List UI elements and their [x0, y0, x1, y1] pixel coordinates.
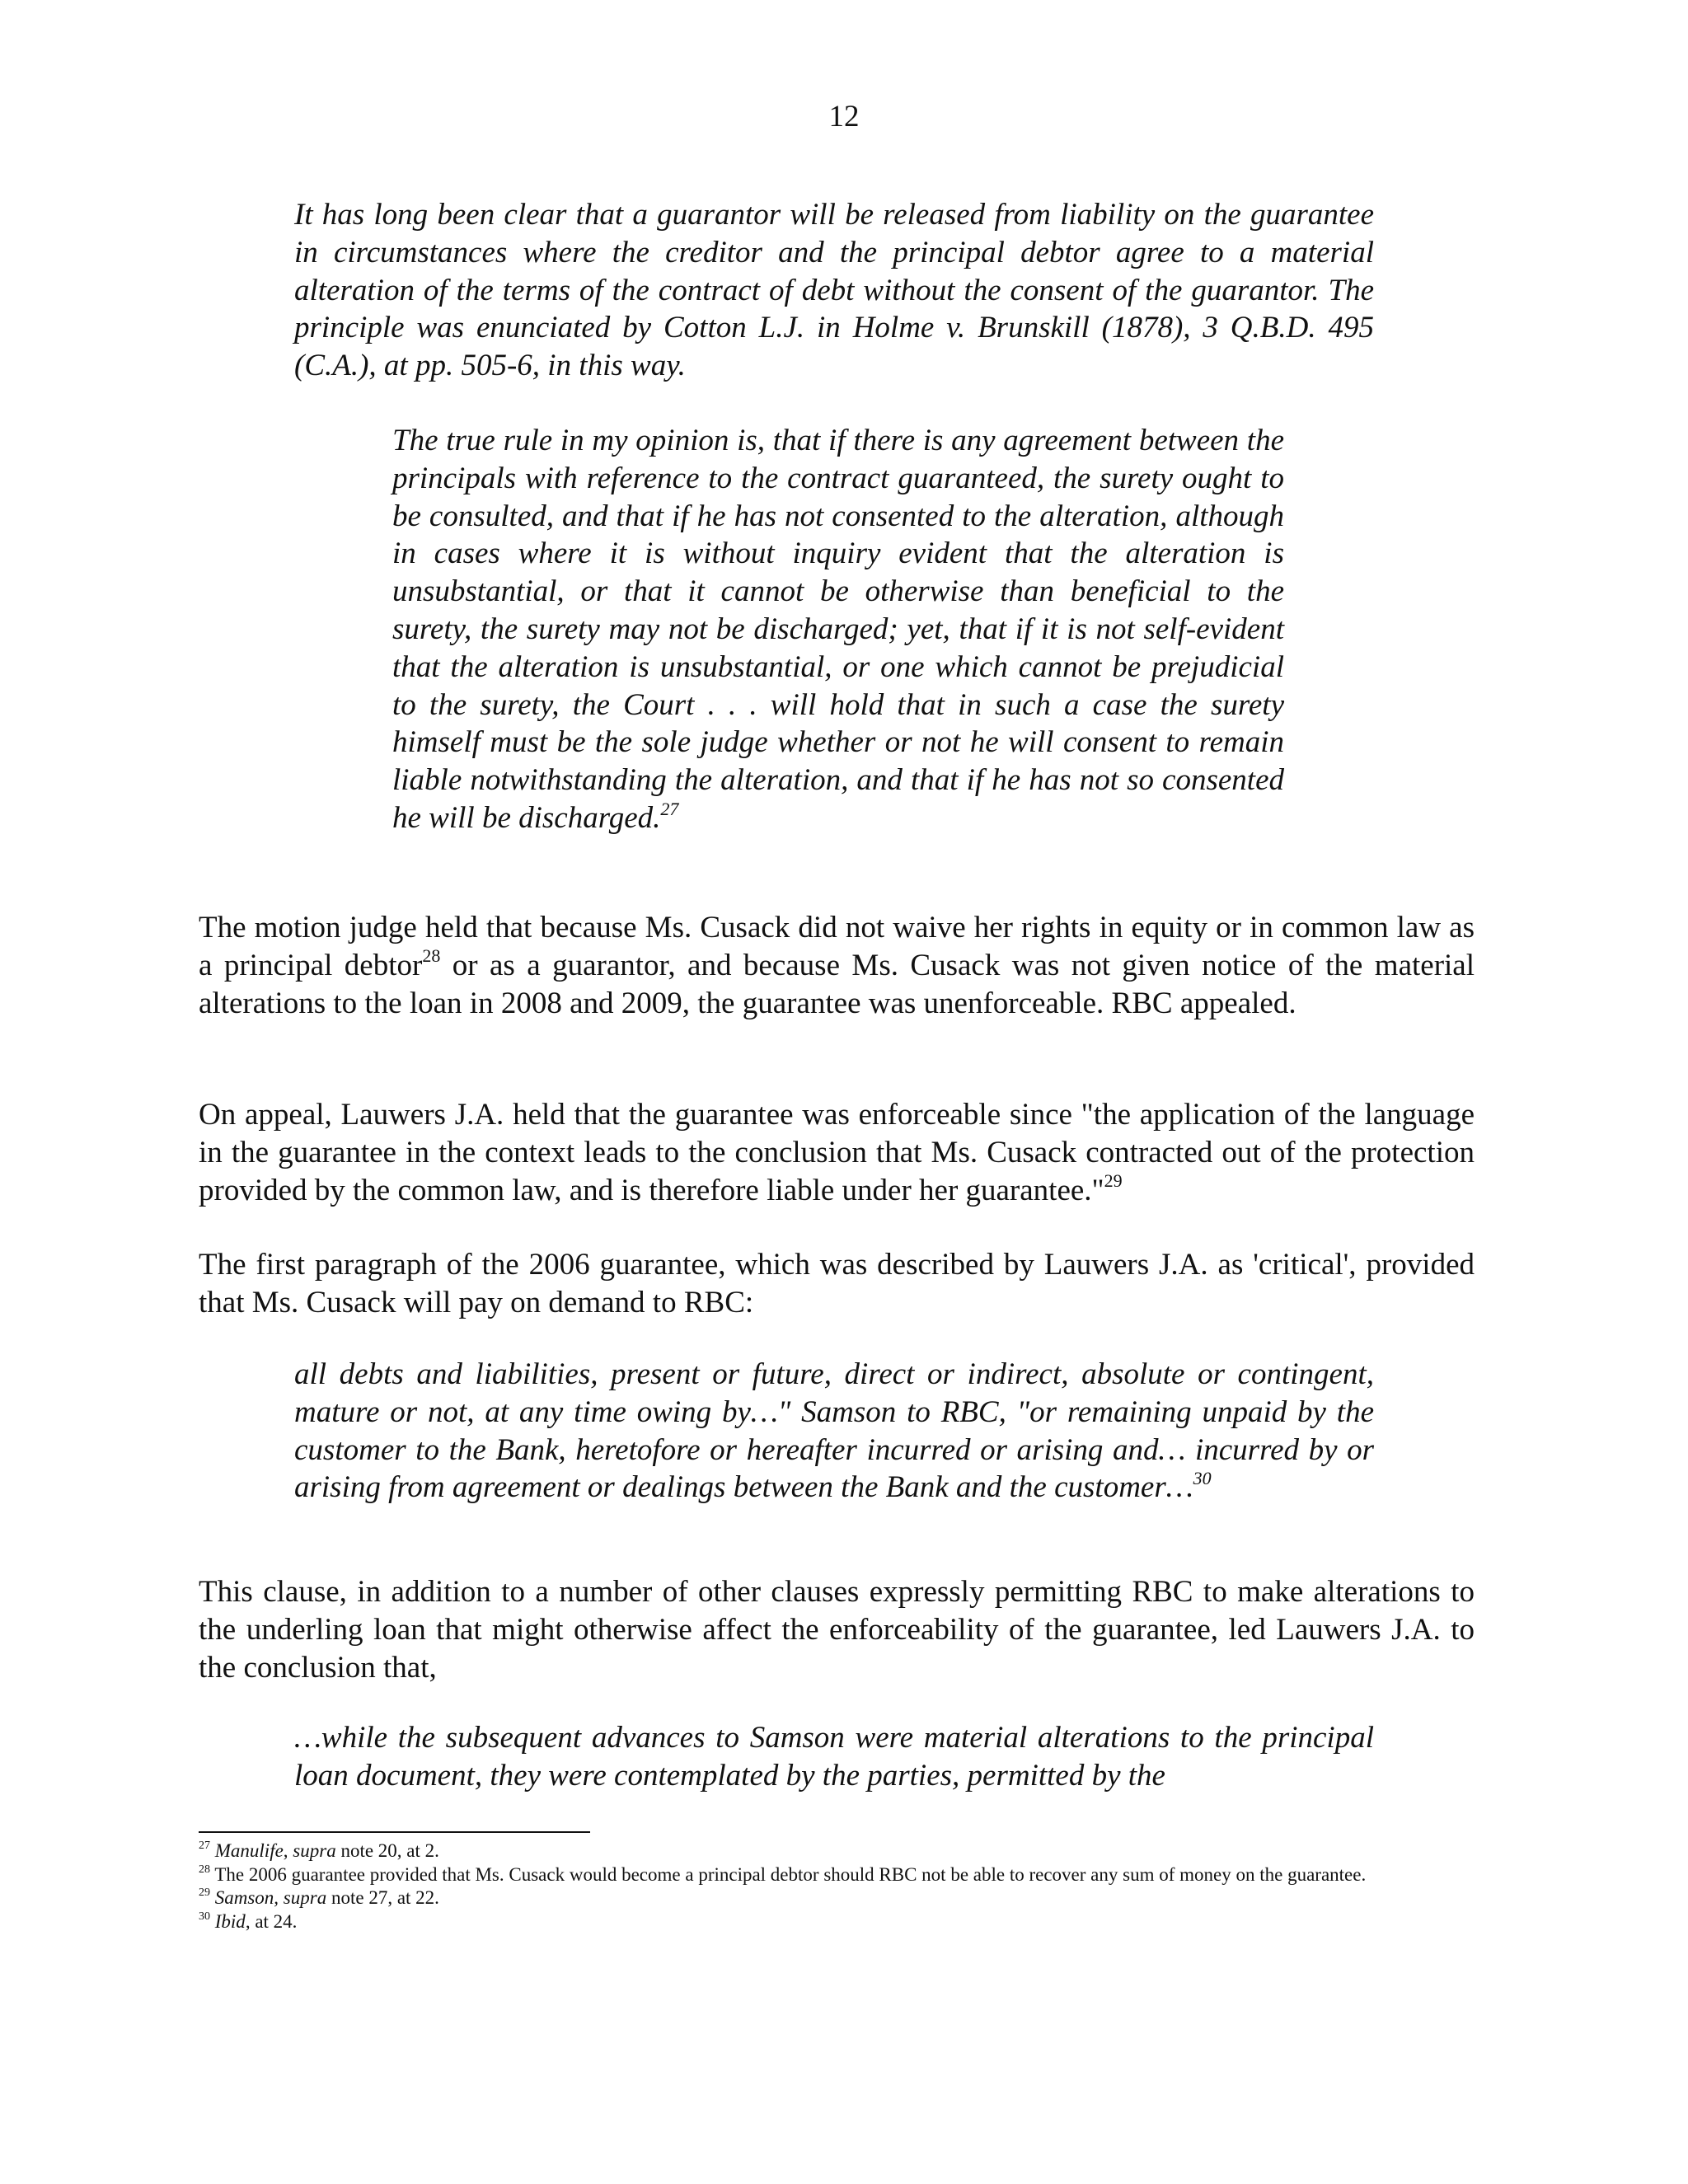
page-number: 12 [828, 100, 860, 134]
footnote-separator-text: , [283, 1840, 293, 1861]
footnote-text: note 27, at 22. [326, 1887, 439, 1908]
footnote-27 [199, 1840, 1485, 1863]
footnote-number: 27 [199, 1840, 210, 1853]
footnote-29 [199, 1886, 1485, 1910]
footnote-number: 28 [199, 1863, 210, 1876]
quote-4-text: …while the subsequent advances to Samson were material alterations to the principal loan document, they were contemplated by the parties, permitted by the [294, 1721, 1374, 1793]
footnote-number: 30 [199, 1910, 210, 1923]
footnote-citation: Manulife [214, 1840, 284, 1861]
footnotes [199, 1840, 1485, 1933]
quote-1-text: It has long been clear that a guarantor will be released from liability on the guarantee in circumstances where the creditor and the principal debtor agree to a material alteration of the terms of the contract of debt without the consent of the guarantor. The principle was enunciated by Cotton L.J. in Holme v. Brunskill (1878), 3 Q.B.D. 495 (C.A.), at pp. 505-6, in this way. [294, 198, 1374, 383]
block-quote-2 [392, 422, 1284, 837]
footnote-ref-27[interactable]: 27 [660, 798, 679, 819]
footnote-separator [199, 1831, 590, 1833]
footnote-30 [199, 1910, 1485, 1934]
footnote-number: 29 [199, 1886, 210, 1900]
footnote-ref-30[interactable]: 30 [1193, 1468, 1212, 1489]
paragraph-4-text: This clause, in addition to a number of other clauses expressly permitting RBC to make alterations to the underling loan that might otherwise affect the enforceability of the guarantee, led Lauwers J.A. to the conclusion that, [199, 1575, 1475, 1685]
paragraph-1-text-b: or as a guarantor, and because Ms. Cusack was not given notice of the material alterations to the loan in 2008 and 2009, the guarantee was unenforceable. RBC appealed. [199, 948, 1475, 1020]
footnote-ref-28[interactable]: 28 [422, 945, 441, 967]
paragraph-this-clause [199, 1573, 1475, 1686]
paragraph-1-text-a: The motion judge held that because Ms. Cusack did not waive her rights in equity or in common law as a principal debtor [199, 911, 1475, 982]
quote-3-text: all debts and liabilities, present or future, direct or indirect, absolute or contingent, mature or not, at any time owing by…" Samson to RBC, "or remaining unpaid by the customer to the Bank, heretofore or hereafter incurred or arising and… incurred by or arising from agreement or dealings between the Bank and the customer… [294, 1357, 1374, 1505]
quote-2-text: The true rule in my opinion is, that if there is any agreement between the principals with reference to the contract guaranteed, the surety ought to be consulted, and that if he has not consented to the alteration, although in cases where it is without inquiry evident that the alteration is unsubstantial, or that it cannot be otherwise than beneficial to the surety, the surety may not be discharged; yet, that if it is not self-evident that the alteration is unsubstantial, or one which cannot be prejudicial to the surety, the Court . . . will hold that in such a case the surety himself must be the sole judge whether or not he will consent to remain liable notwithstanding the alteration, and that if he has not so consented he will be discharged. [392, 424, 1284, 835]
paragraph-2-text: On appeal, Lauwers J.A. held that the guarantee was enforceable since "the application of the language in the guarantee in the context leads to the conclusion that Ms. Cusack contracted out of the protection provided by the common law, and is therefore liable under her guarantee." [199, 1098, 1475, 1207]
paragraph-3-text: The first paragraph of the 2006 guarantee, which was described by Lauwers J.A. as 'critical', provided that Ms. Cusack will pay on demand to RBC: [199, 1248, 1475, 1319]
block-quote-1 [294, 196, 1374, 385]
block-quote-3 [294, 1356, 1374, 1507]
footnote-28 [199, 1863, 1485, 1887]
footnote-text: The 2006 guarantee provided that Ms. Cusack would become a principal debtor should RBC not be able to recover any sum of money on the guarantee. [214, 1863, 1367, 1885]
footnote-citation: Samson, supra [214, 1887, 327, 1908]
footnote-ref-29[interactable]: 29 [1104, 1170, 1123, 1192]
footnote-citation: Ibid [214, 1910, 246, 1932]
footnote-text: , at 24. [245, 1910, 298, 1932]
footnote-citation-supra: supra [293, 1840, 336, 1861]
paragraph-first-paragraph [199, 1246, 1475, 1322]
block-quote-4 [294, 1719, 1374, 1795]
paragraph-on-appeal [199, 1096, 1475, 1209]
footnote-text: note 20, at 2. [335, 1840, 439, 1861]
paragraph-motion-judge [199, 909, 1475, 1022]
